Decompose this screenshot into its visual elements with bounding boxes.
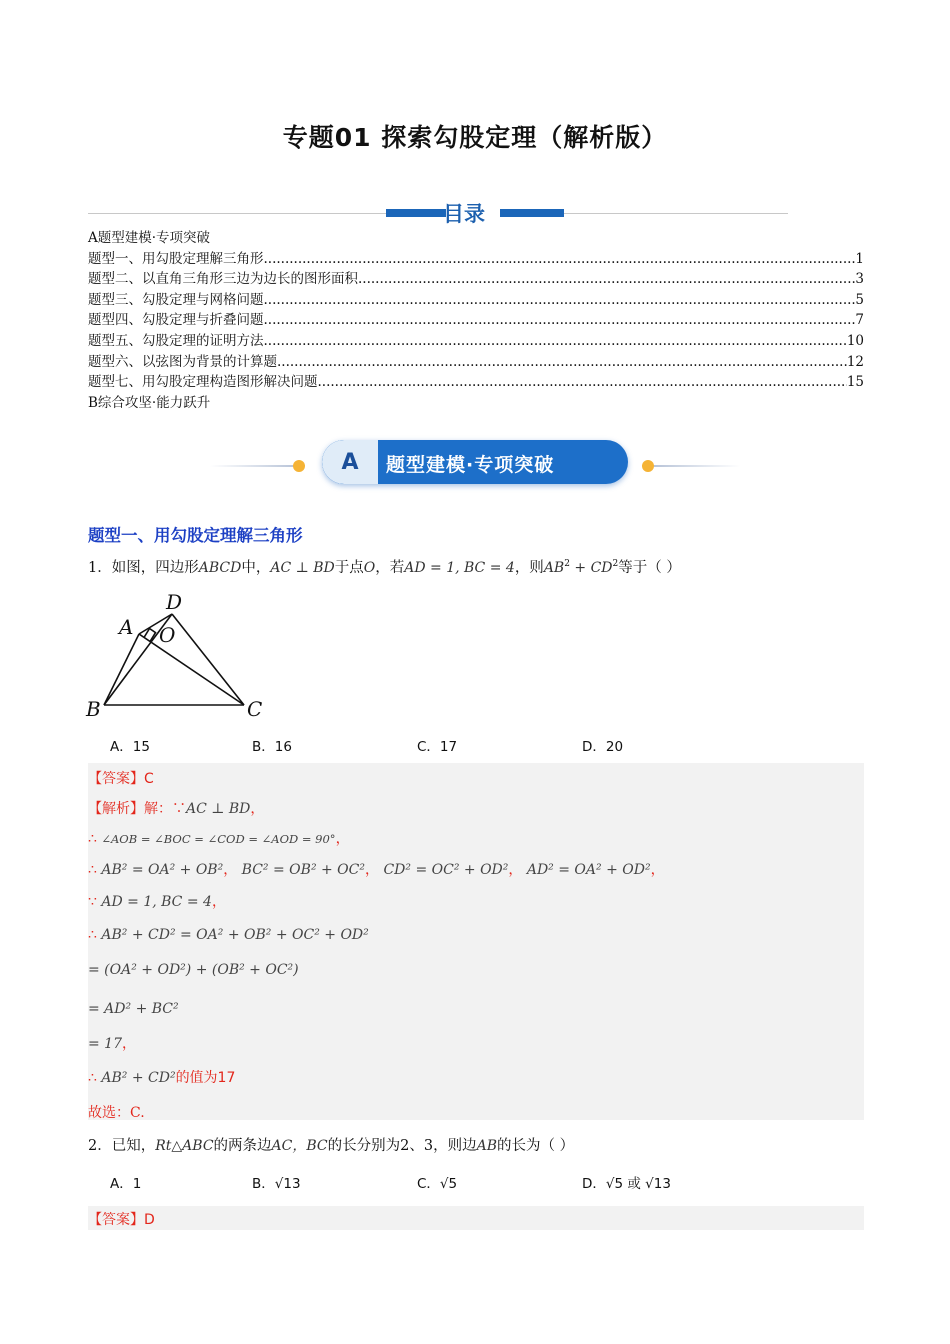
q2-answer-box <box>88 1206 864 1230</box>
toc-item[interactable]: 题型六、以弦图为背景的计算题 ..... 12 <box>88 352 864 373</box>
toc-item[interactable]: 题型七、用勾股定理构造图形解决问题 ..... 15 <box>88 372 864 393</box>
section-banner <box>210 438 740 486</box>
section-pill <box>322 440 628 484</box>
quadrilateral-figure <box>84 588 274 724</box>
option-a[interactable]: A．1 <box>110 1176 142 1192</box>
toc-item[interactable]: 题型三、勾股定理与网格问题 ..... 5 <box>88 290 864 311</box>
label-a: A <box>119 615 134 639</box>
toc-label: 目录 <box>443 202 485 226</box>
label-c: C <box>247 697 263 721</box>
label-d: D <box>166 590 183 614</box>
option-d[interactable]: D．√5 或 √13 <box>582 1176 671 1192</box>
question-1: 1．如图，四边形ABCD中，AC ⊥ BD于点O，若AD = 1, BC = 4，则$AB^2 + CD^2$等于（ ） <box>88 559 681 576</box>
table-of-contents <box>88 228 864 413</box>
label-b: B <box>86 697 101 721</box>
section-letter: A <box>322 440 378 484</box>
toc-item[interactable]: 题型二、以直角三角形三边为边长的图形面积 ..... 3 <box>88 269 864 290</box>
toc-section-b[interactable]: B综合攻坚·能力跃升 <box>88 394 211 411</box>
option-c[interactable]: C．17 <box>417 739 458 755</box>
option-a[interactable]: A．15 <box>110 739 150 755</box>
q1-answer-box: 【答案】C 【解析】解：∵AC ⊥ BD， ∴ ∠AOB = ∠BOC = ∠COD = ∠AOD = 90°， ∴ AB² = OA² + OB²， BC² = OB² + OC²， CD² = OC² + OD²， AD² = OA² + OD²， ∵ AD = 1, BC = 4， ∴ AB² + CD² = OA² + OB² + OC² + OD² = (OA² + OD²) + (OB² + OC²) = AD² + BC² = 17， ∴ AB² + CD²的值为17 故选：C. <box>88 763 864 1120</box>
option-b[interactable]: B．√13 <box>252 1176 301 1192</box>
option-d[interactable]: D．20 <box>582 739 624 755</box>
answer-label: 【答案】 <box>88 1212 144 1228</box>
toc-item[interactable]: 题型一、用勾股定理解三角形 ..... 1 <box>88 249 864 270</box>
toc-item[interactable]: 题型五、勾股定理的证明方法 ..... 10 <box>88 331 864 352</box>
answer-label: 【答案】 <box>88 771 144 787</box>
option-b[interactable]: B．16 <box>252 739 292 755</box>
type-heading: 题型一、用勾股定理解三角形 <box>88 526 303 545</box>
section-title: 题型建模·专项突破 <box>386 454 555 476</box>
answer-value: C <box>144 771 154 787</box>
option-c[interactable]: C．√5 <box>417 1176 458 1192</box>
page-title: 专题01 探索勾股定理（解析版） <box>282 123 668 152</box>
toc-section-a[interactable]: A题型建模·专项突破 <box>88 230 211 246</box>
toc-banner <box>88 198 788 228</box>
question-2: 2．已知，Rt△ABC的两条边AC，BC的长分别为2、3，则边AB的长为（ ） <box>88 1138 575 1154</box>
label-o: O <box>159 623 176 647</box>
answer-value: D <box>144 1212 155 1228</box>
toc-item[interactable]: 题型四、勾股定理与折叠问题 ..... 7 <box>88 310 864 331</box>
